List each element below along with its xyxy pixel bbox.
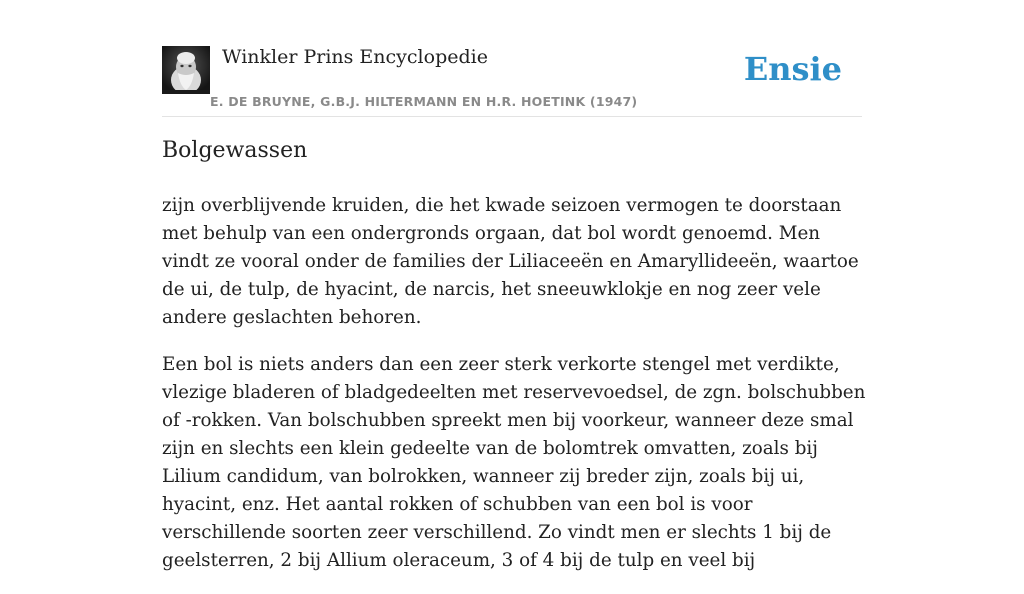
publication-header <box>162 46 862 117</box>
publication-authors: E. DE BRUYNE, G.B.J. HILTERMANN EN H.R. HOETINK (1947) <box>210 94 638 109</box>
article-paragraph: Een bol is niets anders dan een zeer sterk verkorte stengel met verdikte, vlezige bladeren of bladgedeelten met reservevoedsel, de zgn. bolschubben of -rokken. Van bolschubben spreekt men bij voorkeur, wanneer deze smal zijn en slechts een klein gedeelte van de bolomtrek omvatten, zoals bij Lilium candidum, van bolrokken, wanneer zij breder zijn, zoals bij ui, hyacint, enz. Het aantal rokken of schubben van een bol is voor verschillende soorten zeer verschillend. Zo vindt men er slechts 1 bij de geelsterren, 2 bij Allium oleraceum, 3 of 4 bij de tulp en veel bij <box>162 354 866 571</box>
article-body <box>162 192 867 594</box>
article-title: Bolgewassen <box>162 138 308 163</box>
ensie-logo-link[interactable]: Ensie <box>743 50 842 88</box>
publication-title[interactable]: Winkler Prins Encyclopedie <box>222 46 488 68</box>
author-avatar[interactable] <box>162 46 210 94</box>
article-paragraph: zijn overblijvende kruiden, die het kwade seizoen vermogen te doorstaan met behulp van een ondergronds orgaan, dat bol wordt genoemd. Men vindt ze vooral onder de families der Liliaceeën en Amaryllideeën, waartoe de ui, de tulp, de hyacint, de narcis, het sneeuwklokje en nog zeer vele andere geslachten behoren. <box>162 195 859 328</box>
portrait-image <box>162 46 210 94</box>
